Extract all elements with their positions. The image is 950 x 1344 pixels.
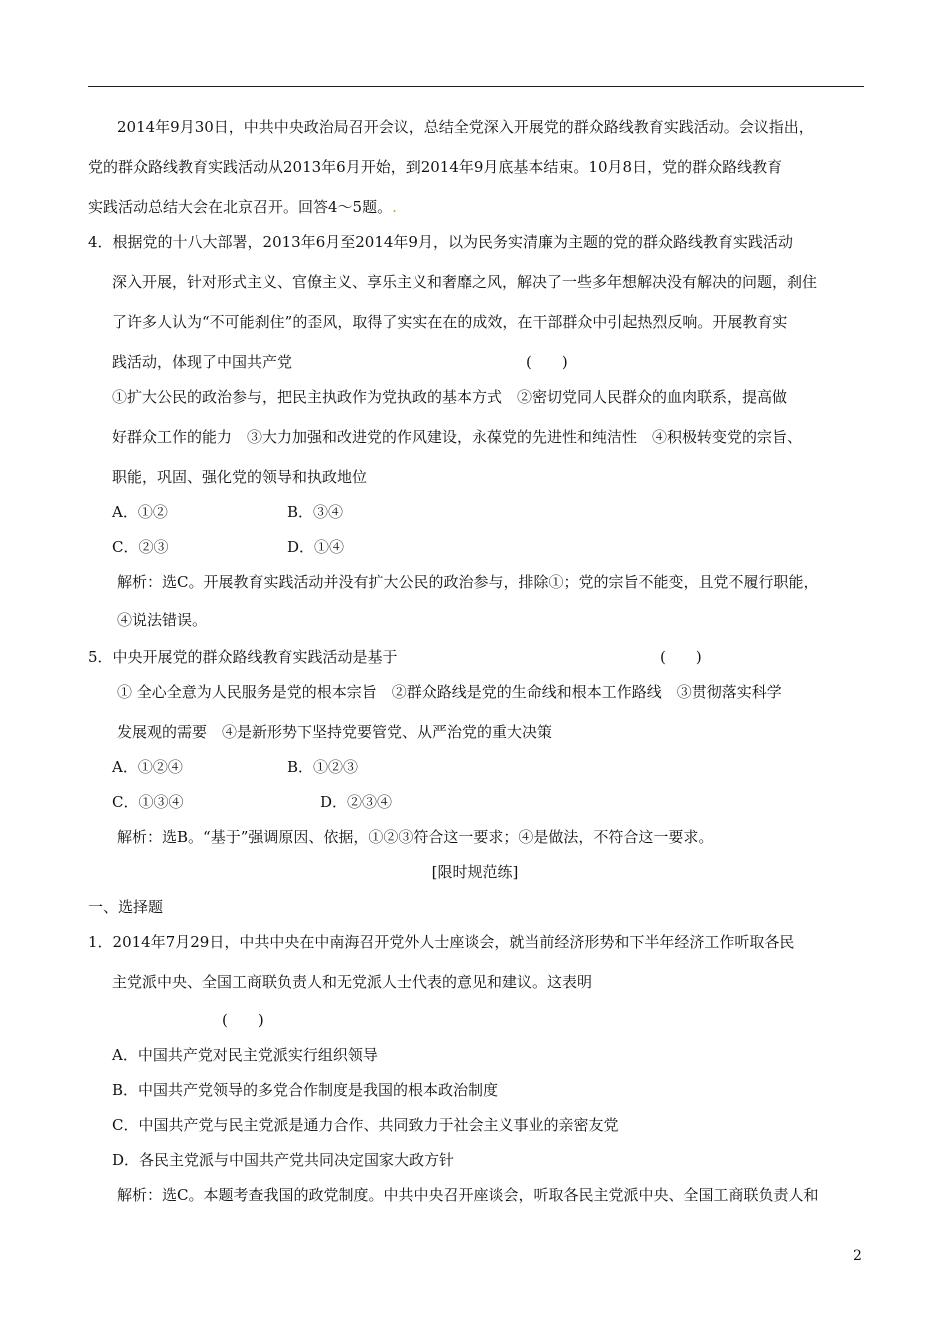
stray-dot: . bbox=[392, 198, 397, 216]
page-number: 2 bbox=[853, 1248, 862, 1264]
q4-line-3: 了许多人认为“不可能刹住”的歪风，取得了实实在在的成效，在干部群众中引起热烈反响。开展教育实 bbox=[112, 313, 788, 331]
q5-option-d[interactable]: D．②③④ bbox=[320, 793, 393, 811]
section-heading: [限时规范练] bbox=[431, 863, 519, 881]
q4-line-4: 践活动，体现了中国共产党 bbox=[112, 353, 293, 371]
q4-statement-line-3: 职能，巩固、强化党的领导和执政地位 bbox=[112, 468, 368, 486]
q4-analysis-line-1: 解析：选C。开展教育实践活动并没有扩大公民的政治参与，排除①；党的宗旨不能变，且党不履行职能， bbox=[117, 573, 819, 591]
q4-option-a[interactable]: A．①② bbox=[112, 503, 168, 521]
q4-analysis-line-2: ④说法错误。 bbox=[117, 611, 208, 629]
q5-option-a[interactable]: A．①②④ bbox=[112, 758, 183, 776]
q4-option-b[interactable]: B．③④ bbox=[287, 503, 344, 521]
header-rule bbox=[88, 86, 864, 87]
q1-option-b[interactable]: B．中国共产党领导的多党合作制度是我国的根本政治制度 bbox=[112, 1081, 499, 1099]
q1-option-a[interactable]: A．中国共产党对民主党派实行组织领导 bbox=[112, 1046, 378, 1064]
q1-line-2: 主党派中央、全国工商联负责人和无党派人士代表的意见和建议。这表明 bbox=[112, 973, 593, 991]
part-title: 一、选择题 bbox=[88, 898, 164, 916]
q1-analysis: 解析：选C。本题考查我国的政党制度。中共中央召开座谈会，听取各民主党派中央、全国工商联负责人和 bbox=[117, 1186, 819, 1204]
q4-answer-paren: ( ) bbox=[526, 353, 568, 371]
q4-statement-line-2: 好群众工作的能力 ③大力加强和改进党的作风建设，永葆党的先进性和纯洁性 ④积极转变党的宗旨、 bbox=[112, 428, 803, 446]
q4-option-d[interactable]: D．①④ bbox=[287, 538, 345, 556]
intro-line-3: 实践活动总结大会在北京召开。回答4～5题。. bbox=[88, 198, 397, 216]
intro-line-2: 党的群众路线教育实践活动从2013年6月开始，到2014年9月底基本结束。10月8日，党的群众路线教育 bbox=[88, 158, 783, 176]
q5-statement-line-1: ① 全心全意为人民服务是党的根本宗旨 ②群众路线是党的生命线和根本工作路线 ③贯彻落实科学 bbox=[117, 683, 782, 701]
q1-line-1: 1．2014年7月29日，中共中央在中南海召开党外人士座谈会，就当前经济形势和下半年经济工作听取各民 bbox=[88, 933, 795, 951]
q5-option-c[interactable]: C．①③④ bbox=[112, 793, 184, 811]
q5-answer-paren: ( ) bbox=[660, 648, 702, 666]
q1-option-c[interactable]: C．中国共产党与民主党派是通力合作、共同致力于社会主义事业的亲密友党 bbox=[112, 1116, 619, 1134]
q5-option-b[interactable]: B．①②③ bbox=[287, 758, 359, 776]
q4-line-1: 4．根据党的十八大部署，2013年6月至2014年9月，以为民务实清廉为主题的党的群众路线教育实践活动 bbox=[88, 233, 793, 251]
q5-statement-line-2: 发展观的需要 ④是新形势下坚持党要管党、从严治党的重大决策 bbox=[117, 723, 553, 741]
intro-line-1: 2014年9月30日，中共中央政治局召开会议，总结全党深入开展党的群众路线教育实践活动。会议指出， bbox=[117, 118, 814, 136]
q5-line-1: 5．中央开展党的群众路线教育实践活动是基于 bbox=[88, 648, 398, 666]
q4-line-2: 深入开展，针对形式主义、官僚主义、享乐主义和奢靡之风，解决了一些多年想解决没有解决的问题，刹住 bbox=[112, 273, 818, 291]
q5-analysis: 解析：选B。“基于”强调原因、依据，①②③符合这一要求；④是做法，不符合这一要求。 bbox=[117, 828, 714, 846]
q4-option-c[interactable]: C．②③ bbox=[112, 538, 169, 556]
q1-option-d[interactable]: D．各民主党派与中国共产党共同决定国家大政方针 bbox=[112, 1151, 455, 1169]
q1-answer-paren: ( ) bbox=[222, 1011, 264, 1029]
q4-statement-line-1: ①扩大公民的政治参与，把民主执政作为党执政的基本方式 ②密切党同人民群众的血肉联系，提高做 bbox=[112, 388, 788, 406]
